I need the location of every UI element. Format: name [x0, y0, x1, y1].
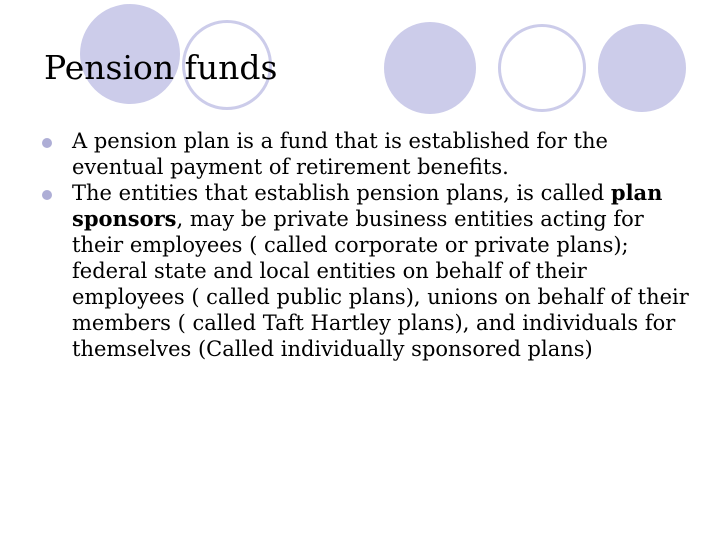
bullet-text: A pension plan is a fund that is established for the eventual payment of retirement benefits. [72, 129, 608, 179]
slide-title: Pension funds [44, 48, 278, 87]
bullet-text-end: , may be private business entities acting for their employees ( called corporate or private plans); federal state and local entities on behalf of their employees ( called public plans), unions on behalf of their members ( called Taft Hartley plans), and individuals for themselves (Called individually sponsored plans) [72, 207, 689, 361]
decorative-circle-filled [384, 22, 476, 114]
bullet-dot-icon [42, 138, 52, 148]
bullet-dot-icon [42, 190, 52, 200]
decorative-circle-outline [498, 24, 586, 112]
bullet-item [40, 180, 700, 362]
bullet-item [40, 128, 700, 180]
decorative-circle-filled [598, 24, 686, 112]
bullet-text-start: The entities that establish pension plans, is called [72, 181, 611, 205]
bullet-list [40, 128, 700, 362]
bullet-bold-term: plan sponsors [72, 180, 663, 231]
